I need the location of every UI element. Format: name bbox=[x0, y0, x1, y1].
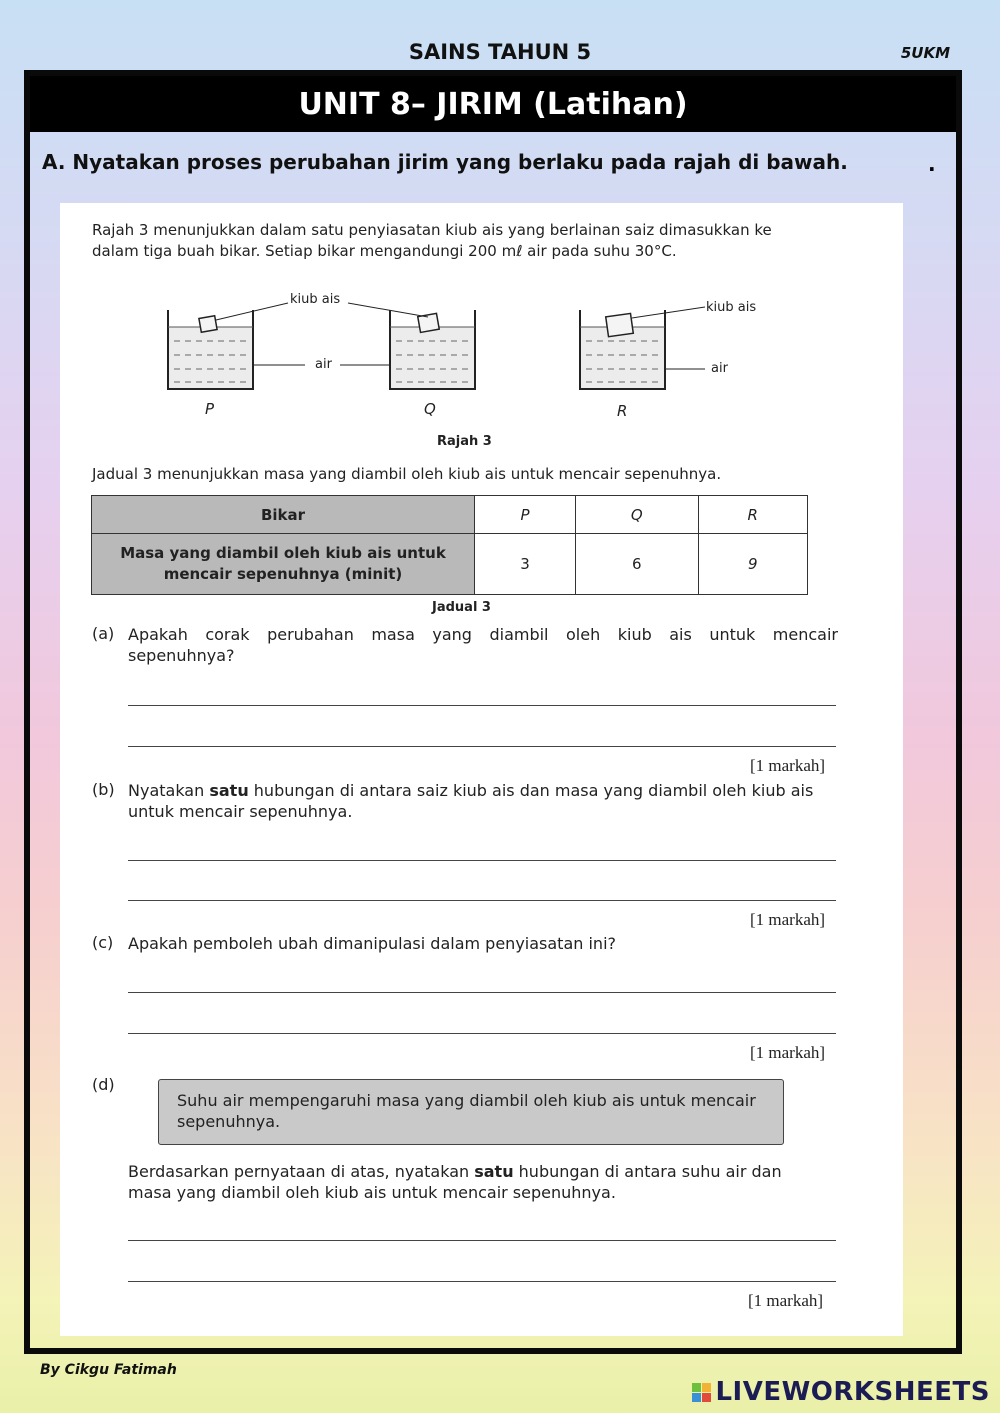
question-d-line2: masa yang diambil oleh kiub ais untuk mencair sepenuhnya. bbox=[128, 1183, 616, 1202]
liveworksheets-brand: LIVEWORKSHEETS bbox=[715, 1377, 990, 1407]
question-b-line1 bbox=[128, 780, 813, 801]
label-air-right: air bbox=[711, 361, 728, 376]
table-value-p: 3 bbox=[475, 534, 576, 595]
worksheet-subject: SAINS TAHUN 5 bbox=[408, 40, 592, 64]
answer-line-b2[interactable] bbox=[128, 900, 836, 901]
intro-line-2: dalam tiga buah bikar. Setiap bikar mengandungi 200 mℓ air pada suhu 30°C. bbox=[92, 242, 677, 260]
answer-line-c1[interactable] bbox=[128, 992, 836, 993]
table-value-q: 6 bbox=[575, 534, 698, 595]
mark-c: [1 markah] bbox=[750, 1043, 826, 1062]
statement-line1: Suhu air mempengaruhi masa yang diambil oleh kiub ais untuk mencair bbox=[177, 1091, 756, 1110]
answer-line-c2[interactable] bbox=[128, 1033, 836, 1034]
beaker-r-drawing bbox=[580, 307, 705, 389]
question-a-line2: sepenuhnya? bbox=[128, 646, 235, 665]
label-beaker-r: R bbox=[617, 402, 628, 420]
answer-line-b1[interactable] bbox=[128, 860, 836, 861]
label-air-left: air bbox=[315, 357, 332, 372]
question-a-line1: Apakah corak perubahan masa yang diambil oleh kiub ais untuk mencair bbox=[128, 625, 838, 644]
intro-line-1: Rajah 3 menunjukkan dalam satu penyiasatan kiub ais yang berlainan saiz dimasukkan ke bbox=[92, 221, 772, 239]
table-header-masa-line1: Masa yang diambil oleh kiub ais untuk bbox=[120, 544, 446, 563]
question-b-pre: Nyatakan bbox=[128, 781, 210, 800]
question-b-bold: satu bbox=[209, 781, 249, 800]
section-instruction: A. Nyatakan proses perubahan jirim yang berlaku pada rajah di bawah. bbox=[42, 150, 848, 174]
label-kiub-ais-left: kiub ais bbox=[290, 292, 341, 307]
data-table bbox=[91, 495, 808, 595]
answer-line-a1[interactable] bbox=[128, 705, 836, 706]
table-intro: Jadual 3 menunjukkan masa yang diambil oleh kiub ais untuk mencair sepenuhnya. bbox=[92, 465, 722, 483]
question-d-pre: Berdasarkan pernyataan di atas, nyatakan bbox=[128, 1162, 475, 1181]
label-kiub-ais-right: kiub ais bbox=[706, 300, 757, 315]
question-d-bold: satu bbox=[474, 1162, 514, 1181]
answer-line-a2[interactable] bbox=[128, 746, 836, 747]
label-beaker-p: P bbox=[205, 400, 215, 418]
answer-line-d1[interactable] bbox=[128, 1240, 836, 1241]
table-header-masa-line2: mencair sepenuhnya (minit) bbox=[163, 565, 403, 584]
instruction-dot: . bbox=[928, 152, 936, 176]
question-b-post: hubungan di antara saiz kiub ais dan masa yang diambil oleh kiub ais bbox=[248, 781, 814, 800]
beaker-q-drawing bbox=[340, 303, 475, 389]
question-c-line1: Apakah pemboleh ubah dimanipulasi dalam penyiasatan ini? bbox=[128, 934, 616, 953]
statement-line2: sepenuhnya. bbox=[177, 1112, 281, 1131]
worksheet-code: 5UKM bbox=[900, 44, 950, 62]
table-col-p: P bbox=[475, 496, 576, 534]
liveworksheets-grid-icon bbox=[692, 1383, 711, 1402]
unit-banner: UNIT 8– JIRIM (Latihan) bbox=[30, 76, 956, 132]
question-d-post: hubungan di antara suhu air dan bbox=[513, 1162, 782, 1181]
beaker-diagram bbox=[160, 285, 780, 395]
table-header-masa bbox=[92, 534, 475, 595]
table-caption: Jadual 3 bbox=[432, 600, 491, 615]
author-credit: By Cikgu Fatimah bbox=[40, 1362, 177, 1378]
question-b-line2: untuk mencair sepenuhnya. bbox=[128, 802, 353, 821]
table-header-bikar: Bikar bbox=[92, 496, 475, 534]
table-col-q: Q bbox=[575, 496, 698, 534]
question-c-label: (c) bbox=[92, 933, 114, 952]
figure-caption: Rajah 3 bbox=[437, 434, 492, 449]
mark-b: [1 markah] bbox=[750, 910, 826, 929]
statement-box bbox=[158, 1079, 784, 1145]
question-d-label: (d) bbox=[92, 1075, 115, 1094]
answer-line-d2[interactable] bbox=[128, 1281, 836, 1282]
question-d-line1 bbox=[128, 1161, 782, 1182]
table-col-r: R bbox=[698, 496, 807, 534]
question-a-label: (a) bbox=[92, 624, 115, 643]
mark-a: [1 markah] bbox=[750, 756, 826, 775]
label-beaker-q: Q bbox=[424, 400, 436, 418]
liveworksheets-logo[interactable] bbox=[692, 1377, 990, 1407]
question-b-label: (b) bbox=[92, 780, 115, 799]
table-value-r: 9 bbox=[698, 534, 807, 595]
mark-d: [1 markah] bbox=[748, 1291, 824, 1310]
beaker-p-drawing bbox=[168, 303, 305, 389]
